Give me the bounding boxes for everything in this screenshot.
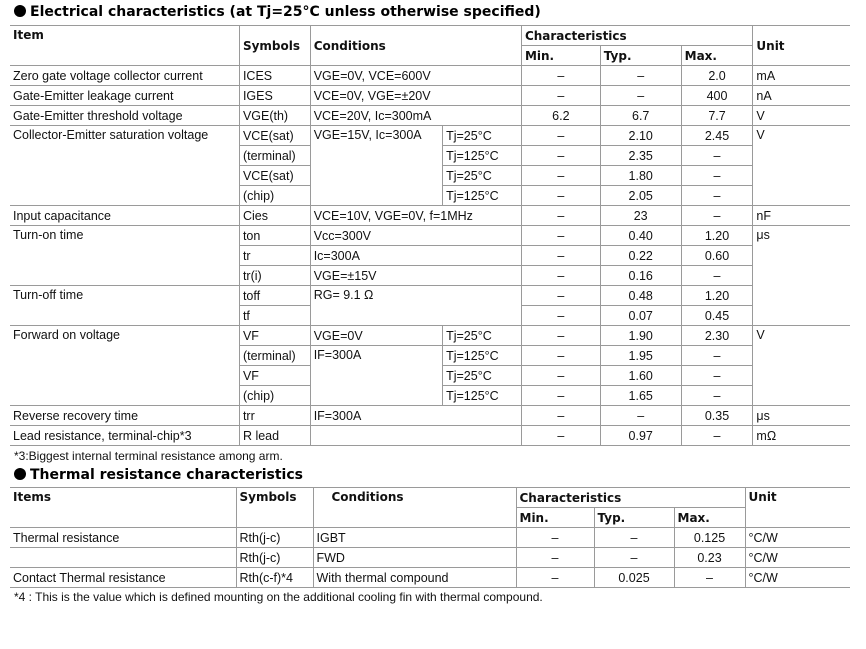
bullet-icon: [14, 5, 26, 17]
table-row: Forward on voltage VF VGE=0V Tj=25°C – 1.90 2.30 V: [10, 326, 850, 346]
thermal-table: [10, 487, 850, 588]
table-row: Gate-Emitter threshold voltage VGE(th) VCE=20V, Ic=300mA 6.2 6.7 7.7 V: [10, 106, 850, 126]
header-item: Item: [10, 26, 239, 66]
thermal-title: Thermal resistance characteristics: [14, 467, 303, 483]
header-items: Items: [10, 488, 236, 528]
header-max: Max.: [674, 508, 745, 528]
electrical-title: Electrical characteristics (at Tj=25°C unless otherwise specified): [14, 4, 541, 20]
header-typ: Typ.: [594, 508, 674, 528]
header-max: Max.: [681, 46, 753, 66]
header-conditions: Conditions: [313, 488, 516, 528]
table-row: (terminal) Tj=125°C – 2.35 –: [10, 146, 850, 166]
table-row: tr Ic=300A – 0.22 0.60: [10, 246, 850, 266]
footnote-4: *4 : This is the value which is defined mounting on the additional cooling fin with thermal compound.: [14, 590, 543, 604]
electrical-table: [10, 25, 850, 446]
table-row: Contact Thermal resistance Rth(c-f)*4 With thermal compound – 0.025 – °C/W: [10, 568, 850, 588]
table-row: Thermal resistance Rth(j-c) IGBT – – 0.125 °C/W: [10, 528, 850, 548]
footnote-3: *3:Biggest internal terminal resistance among arm.: [14, 449, 283, 463]
header-min: Min.: [521, 46, 600, 66]
header-conditions: Conditions: [310, 26, 521, 66]
table-row: Lead resistance, terminal-chip*3 R lead – 0.97 – mΩ: [10, 426, 850, 446]
bullet-icon: [14, 468, 26, 480]
table-row: (terminal) IF=300A Tj=125°C – 1.95 –: [10, 346, 850, 366]
header-symbols: Symbols: [239, 26, 310, 66]
table-row: VF Tj=25°C – 1.60 –: [10, 366, 850, 386]
header-typ: Typ.: [600, 46, 681, 66]
table-row: Turn-on time ton Vcc=300V – 0.40 1.20 μs: [10, 226, 850, 246]
table-row: Input capacitance Cies VCE=10V, VGE=0V, f=1MHz – 23 – nF: [10, 206, 850, 226]
table-row: Reverse recovery time trr IF=300A – – 0.35 μs: [10, 406, 850, 426]
table-row: (chip) Tj=125°C – 1.65 –: [10, 386, 850, 406]
table-row: Collector-Emitter saturation voltage VCE(sat) VGE=15V, Ic=300A Tj=25°C – 2.10 2.45 V: [10, 126, 850, 146]
header-unit: Unit: [745, 488, 850, 528]
header-unit: Unit: [753, 26, 850, 66]
table-row: Turn-off time toff RG= 9.1 Ω – 0.48 1.20: [10, 286, 850, 306]
table-row: Zero gate voltage collector current ICES VGE=0V, VCE=600V – – 2.0 mA: [10, 66, 850, 86]
header-characteristics: Characteristics: [521, 26, 752, 46]
header-symbols: Symbols: [236, 488, 313, 528]
table-row: tr(i) VGE=±15V – 0.16 –: [10, 266, 850, 286]
table-row: tf – 0.07 0.45: [10, 306, 850, 326]
table-row: Gate-Emitter leakage current IGES VCE=0V, VGE=±20V – – 400 nA: [10, 86, 850, 106]
header-min: Min.: [516, 508, 594, 528]
table-row: VCE(sat) Tj=25°C – 1.80 –: [10, 166, 850, 186]
header-characteristics: Characteristics: [516, 488, 745, 508]
table-row: (chip) Tj=125°C – 2.05 –: [10, 186, 850, 206]
table-row: Rth(j-c) FWD – – 0.23 °C/W: [10, 548, 850, 568]
